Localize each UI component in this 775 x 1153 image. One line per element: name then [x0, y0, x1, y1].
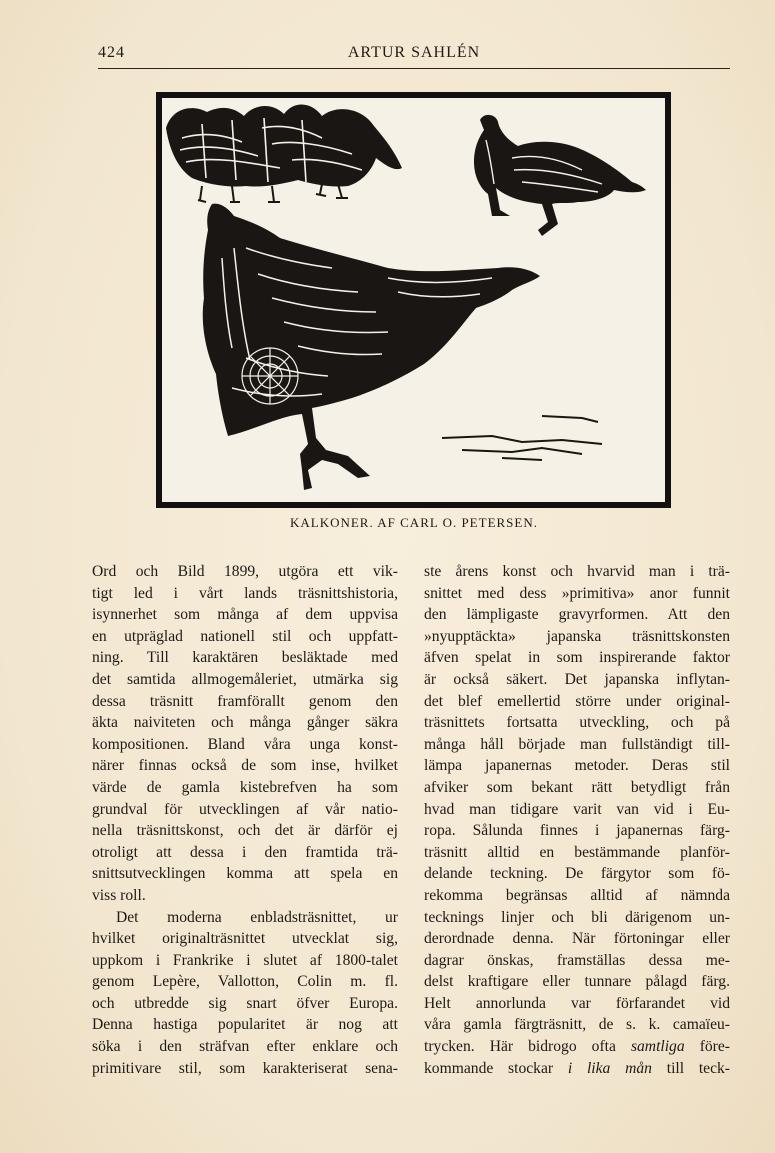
text-line: hvad man tidigare varit van vid i Eu-: [424, 800, 730, 818]
text-line-mixed: [424, 1058, 730, 1080]
text-line: äfven spelat in som inspirerande faktor: [424, 649, 730, 667]
text-line: dagrar önskas, framställas dessa me-: [424, 951, 730, 969]
text-line: äkta naiviteten och många gånger säkra: [92, 714, 398, 732]
text-line: tigt led i vårt lands träsnittshistoria,: [92, 584, 398, 602]
paragraph: [92, 561, 398, 907]
text-run: till teck-: [651, 1059, 730, 1077]
text-line: är också säkert. Det japanska inflytan-: [424, 670, 730, 688]
text-line: träsnittets fortsatta utveckling, och på: [424, 714, 730, 732]
text-line: Helt annorlunda var förfarandet vid: [424, 994, 730, 1012]
text-line: uppkom i Frankrike i slutet af 1800-talet: [92, 951, 398, 969]
text-line: Denna hastiga popularitet är nog att: [92, 1016, 398, 1034]
text-line: isynnerhet som många af dem uppvisa: [92, 606, 398, 624]
text-line: det samtida allmogemåleriet, utmärka sig: [92, 670, 398, 688]
right-column: [424, 561, 730, 1079]
text-line: och utbredde sig snart öfver Europa.: [92, 994, 398, 1012]
text-line: värde de gamla kistebrefven ha som: [92, 778, 398, 796]
text-line: en utpräglad nationell stil och uppfatt-: [92, 627, 398, 645]
text-line: derordnade denna. När förtoningar eller: [424, 930, 730, 948]
page-number: 424: [98, 44, 125, 61]
text-line: snittsutvecklingen komma att spela en: [92, 865, 398, 883]
text-line: kompositionen. Bland våra unga konst-: [92, 735, 398, 753]
paragraph: [424, 561, 730, 1079]
text-line: afviker som bekant rätt betydligt från: [424, 778, 730, 796]
text-line: »nyupptäckta» japanska träsnittskonsten: [424, 627, 730, 645]
text-line: Det moderna enbladsträsnittet, ur: [116, 908, 398, 926]
text-line: rekomma begränsas alltid af nämnda: [424, 886, 730, 904]
text-line: delst kraftigare eller tunnare pålagd färg.: [424, 973, 730, 991]
text-line: otroligt att dessa i den framtida trä-: [92, 843, 398, 861]
text-line: nella träsnittskonst, och det är därför ej: [92, 822, 398, 840]
text-run: trycken. Här bidrogo ofta: [424, 1038, 631, 1056]
paragraph: [92, 907, 398, 1080]
text-line: primitivare stil, som karakteriserat sena-: [92, 1059, 398, 1077]
text-line: viss roll.: [92, 886, 146, 904]
text-line: tecknings linjer och bli därigenom un-: [424, 908, 730, 926]
running-head: [98, 42, 730, 69]
running-title: ARTUR SAHLÉN: [347, 44, 481, 61]
text-line: träsnitt alltid en bestämmande planför-: [424, 843, 730, 861]
text-line: det blef emellertid större under original-: [424, 692, 730, 710]
text-line: den lämpligaste gravyrformen. Att den: [424, 606, 730, 624]
text-line: genom Lepère, Vallotton, Colin m. fl.: [92, 973, 398, 991]
figure-caption: KALKONER. AF CARL O. PETERSEN.: [289, 515, 538, 530]
text-line: snittet med dess »primitiva» anor funnit: [424, 584, 730, 602]
text-run: före-: [684, 1038, 730, 1056]
text-line: söka i den sträfvan efter enklare och: [92, 1038, 398, 1056]
text-line: lämpa japanernas metoder. Deras stil: [424, 757, 730, 775]
text-line: dessa träsnitt framförallt genom den: [92, 692, 398, 710]
text-line: Ord och Bild 1899, utgöra ett vik-: [92, 563, 398, 580]
text-line: hvilket originalträsnittet utvecklat sig,: [92, 930, 398, 948]
left-column: [92, 561, 398, 1079]
text-line: ropa. Sålunda finnes i japanernas färg-: [424, 822, 730, 840]
text-run: kommande stockar: [424, 1059, 568, 1077]
italic-emphasis: samtliga: [630, 1038, 685, 1056]
text-line: våra gamla färgträsnitt, de s. k. camaïeu-: [424, 1016, 730, 1034]
text-line: ste årens konst och hvarvid man i trä-: [424, 563, 730, 580]
text-line: grundval för utvecklingen af vår natio-: [92, 800, 398, 818]
text-line: ning. Till karaktären besläktade med: [92, 649, 398, 667]
text-line: närer finnas också de som inse, hvilket: [92, 757, 398, 775]
turkey-tail-pattern: [242, 348, 298, 404]
text-line: många håll började man fullständigt till-: [424, 735, 730, 753]
turkeys-woodcut-image: [162, 98, 665, 502]
text-line-mixed: [424, 1036, 730, 1058]
woodcut-illustration: [156, 92, 671, 508]
text-line: delande teckning. De färgytor som fö-: [424, 865, 730, 883]
italic-emphasis: i lika mån: [567, 1059, 652, 1077]
